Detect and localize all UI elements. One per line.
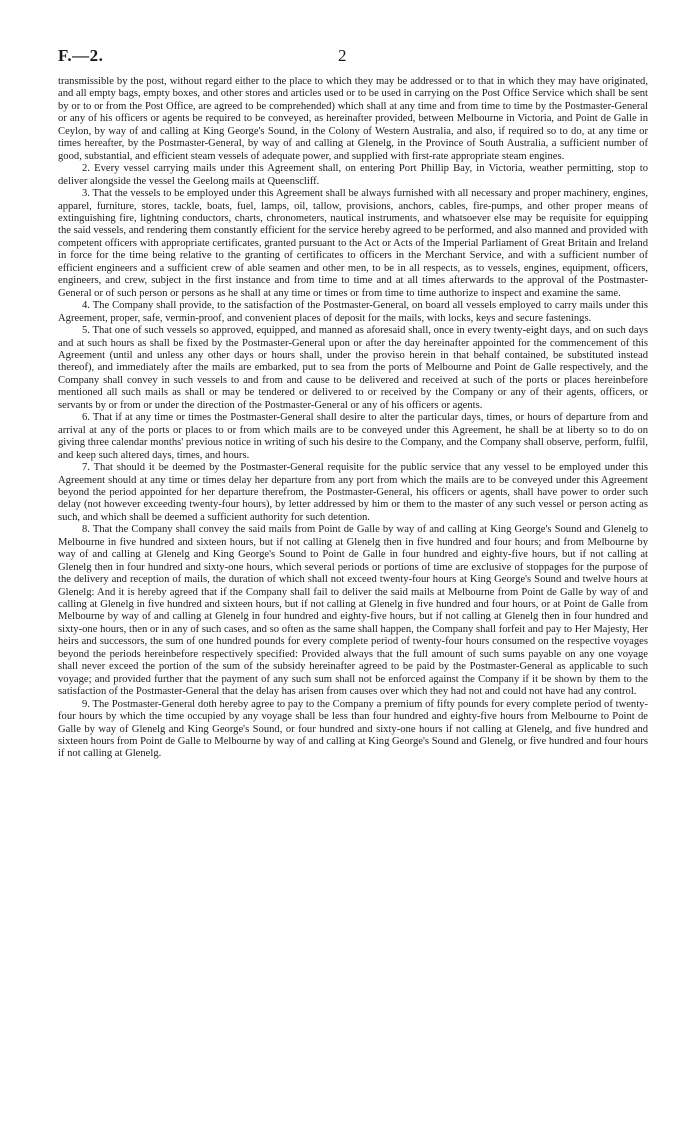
page-number: 2 bbox=[338, 46, 347, 65]
paragraph-continuation: transmissible by the post, without regard either to the place to which they may be addressed or to that in which they may have originated, and all empty bags, empty boxes, and other stores and articles used or to be used in carrying on the Post Office Service which shall be sent by or to or from the Post Office, are agreed to be comprehended) which shall at any time and from time to time by the Postmaster-General or any of his officers or agents be required to be conveyed, as hereinafter provided, between Melbourne in Victoria, and Point de Galle in Ceylon, by way of and calling at King George's Sound, in the Colony of Western Australia, and also, if required so to do, at any time or times hereafter, by the Postmaster-General, by way of and calling at Glenelg, in the Province of South Australia, a sufficient number of good, substantial, and efficient steam vessels of adequate power, and supplied with first-rate appropriate steam engines. bbox=[58, 76, 648, 162]
agreement-body bbox=[58, 76, 648, 761]
clause-5: 5. That one of such vessels so approved, equipped, and manned as aforesaid shall, once in every twenty-eight days, and on such days and at such hours as shall be fixed by the Postmaster-General upon or after the day hereinafter appointed for the commencement of this Agreement (until and unless any other days or hours shall, under the proviso herein in that behalf contained, be substituted instead thereof), and immediately after the mails are embarked, put to sea from the ports of Melbourne and Point de Galle respectively, and the Company shall convey in such vessels to and from and cause to be delivered and received at such of the ports or places hereinbefore mentioned all such mails as shall or may be tendered or delivered to or received by the Company or any of their agents, officers, or servants by or from or under the direction of the Postmaster-General or any of his officers or agents. bbox=[58, 325, 648, 411]
clause-4: 4. The Company shall provide, to the satisfaction of the Postmaster-General, on board all vessels employed to carry mails under this Agreement, proper, safe, vermin-proof, and convenient places of deposit for the mails, with locks, keys and secure fastenings. bbox=[58, 300, 648, 324]
clause-6: 6. That if at any time or times the Postmaster-General shall desire to alter the particular days, times, or hours of departure from and arrival at any of the ports or places to or from which mails are to be conveyed under this Agreement, he shall be at liberty so to do on giving three calendar months' previous notice in writing of such his desire to the Company, and the Company shall observe, perform, fulfil, and keep such altered days, times, and hours. bbox=[58, 412, 648, 461]
clause-3: 3. That the vessels to be employed under this Agreement shall be always furnished with all necessary and proper machinery, engines, apparel, furniture, stores, tackle, boats, fuel, lamps, oil, tallow, provisions, anchors, cables, fire-pumps, and other proper means of extinguishing fire, lightning conductors, charts, chronometers, nautical instruments, and whatsoever else may be requisite for equipping the said vessels, and rendering them constantly efficient for the service hereby agreed to be performed, and also manned and provided with competent officers with appropriate certificates, granted pursuant to the Act or Acts of the Imperial Parliament of Great Britain and Ireland in force for the time being relative to the granting of certificates to officers in the Merchant Service, and with a sufficient number of efficient engineers and a sufficient crew of able seamen and other men, to be in all respects, as to vessels, engines, equipment, officers, engineers, and crew, subject in the first instance and from time to time and at all times afterwards to the approval of the Postmaster-General or of such person or persons as he shall at any time or times or from time to time authorize to inspect and examine the same. bbox=[58, 188, 648, 299]
clause-9: 9. The Postmaster-General doth hereby agree to pay to the Company a premium of fifty pounds for every complete period of twenty-four hours by which the time occupied by any voyage shall be less than four hundred and eighty-five hours from Melbourne to Point de Galle by way of Glenelg and King George's Sound, or four hundred and sixty-one hours if not calling at Glenelg, and five hundred and sixteen hours from Point de Galle to Melbourne by way of and calling at King George's Sound and Glenelg, or five hundred and four hours if not calling at Glenelg. bbox=[58, 698, 648, 760]
clause-8: 8. That the Company shall convey the said mails from Point de Galle by way of and calling at King George's Sound and Glenelg to Melbourne in five hundred and sixteen hours, but if not calling at Glenelg then in five hundred and four hours; and from Melbourne by way of and calling at Glenelg and King George's Sound to Point de Galle in four hundred and eighty-five hours, but if not calling at Glenelg then in four hundred and sixty-one hours, which several periods or portions of time are exclusive of stoppages for the purpose of the delivery and reception of mails, the duration of which shall not exceed twenty-four hours at King George's Sound and twelve hours at Glenelg: And it is hereby agreed that if the Company shall fail to deliver the said mails at Melbourne from Point de Galle by way of and calling at Glenelg in five hundred and sixteen hours, but if not calling at Glenelg in five hundred and four hours, or at Point de Galle from Melbourne by way of and calling at Glenelg in four hundred and eighty-five hours, but if not calling at Glenelg then in four hundred and sixty-one hours, then or in any of such cases, and so often as the same shall happen, the Company shall forfeit and pay to Her Majesty, Her heirs and successors, the sum of one hundred pounds for every complete period of twenty-four hours consumed on the respective voyages beyond the periods hereinbefore respectively specified: Provided always that the full amount of such sums payable on any one voyage shall never exceed the portion of the sum of the subsidy hereinafter agreed to be paid by the Postmaster-General as applicable to such voyage; and provided further that the payment of any such sum shall not be enforced against the Company if it be shown by them to the satisfaction of the Postmaster-General that the delay has arisen from causes over which they had not and could not have had any control. bbox=[58, 524, 648, 698]
clause-7: 7. That should it be deemed by the Postmaster-General requisite for the public service that any vessel to be employed under this Agreement should at any time or times delay her departure from any port from which the mails are to be conveyed under this Agreement beyond the period appointed for her departure therefrom, the Postmaster-General, his officers or agents, shall have power to order such delay (not however exceeding twenty-four hours), by letter addressed by him or them to the master of any such vessel or person acting as such, and which shall be deemed a sufficient authority for such detention. bbox=[58, 462, 648, 523]
clause-2: 2. Every vessel carrying mails under this Agreement shall, on entering Port Phillip Bay, in Victoria, weather permitting, stop to deliver alongside the vessel the Geelong mails at Queenscliff. bbox=[58, 163, 648, 187]
document-reference: F.—2. bbox=[58, 46, 104, 65]
page-header bbox=[58, 46, 648, 70]
